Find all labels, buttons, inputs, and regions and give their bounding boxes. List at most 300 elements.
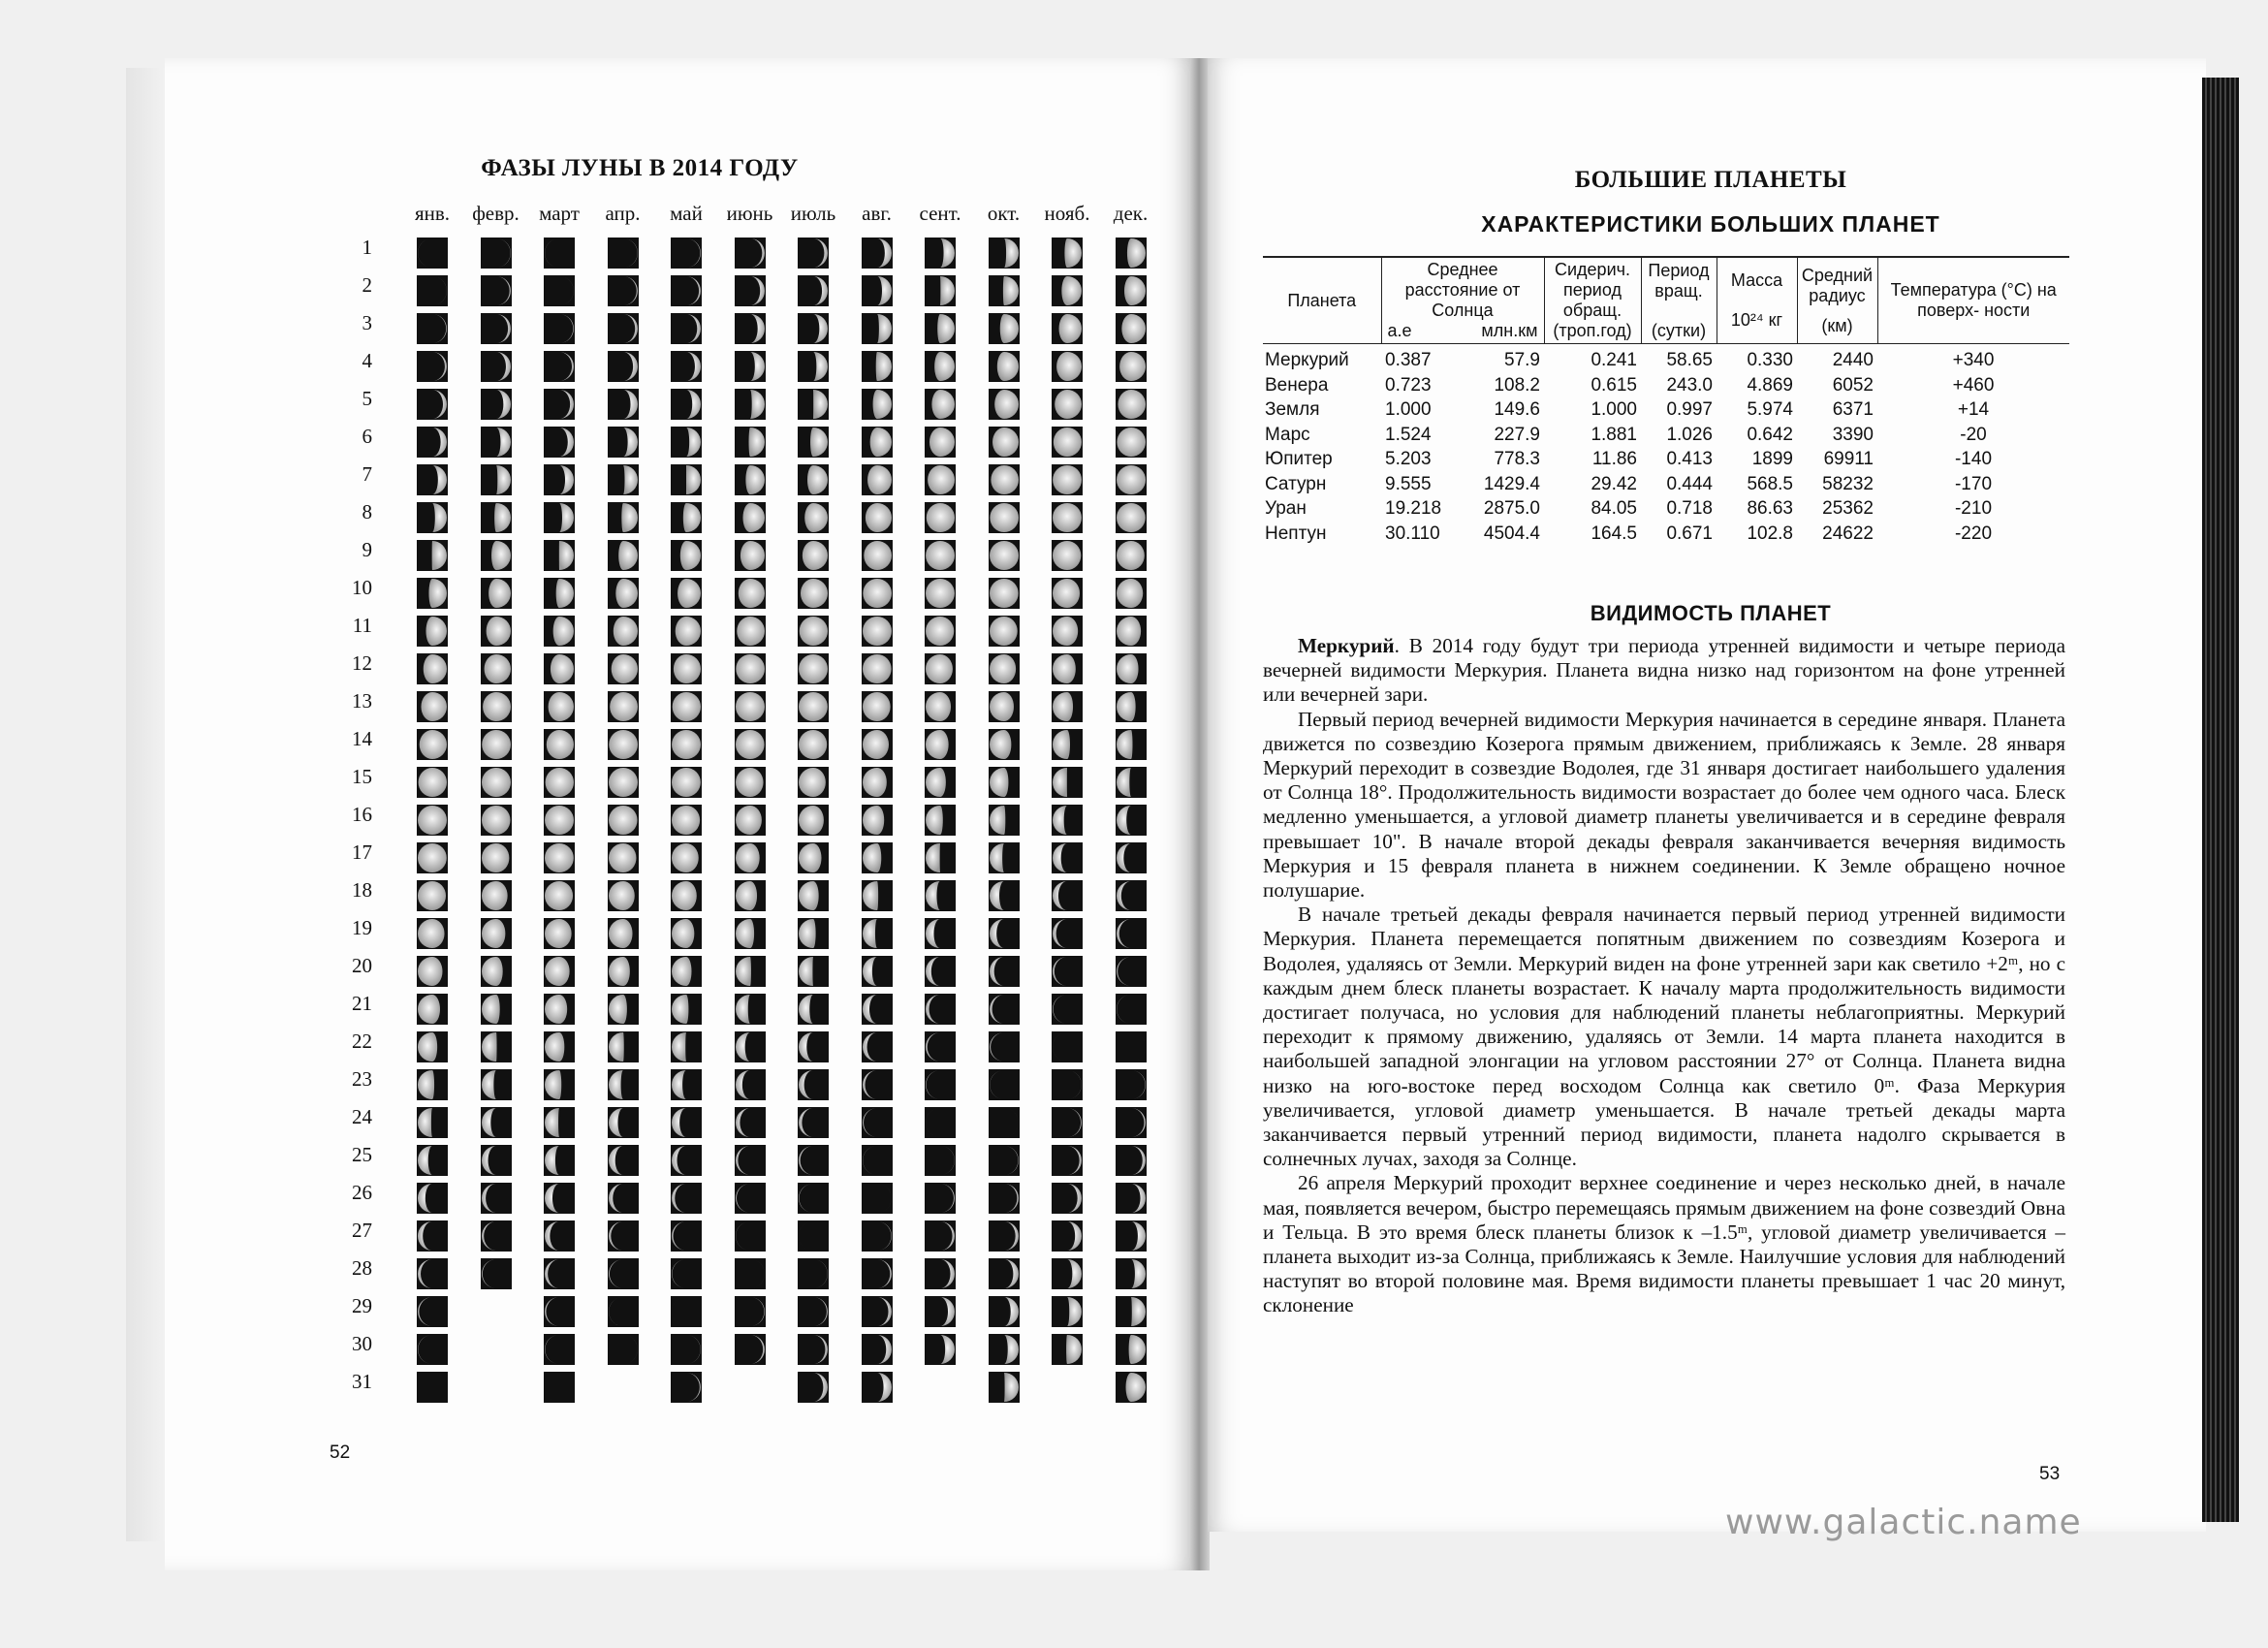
- moon-phase-cell: [989, 351, 1020, 382]
- table-row: [1263, 344, 2069, 373]
- moon-phase-cell: [544, 464, 575, 495]
- paragraph-3: В начале третьей декады февраля начинается первый период утренней видимости Меркурия. Планета перемещается попятным движением по созвездиям Козерога и Водолея, удаляясь от Земли. Меркурий виден на фоне утренней зари как светило +2ᵐ, но с каждым днем блеск планеты возрастает. К началу марта продолжительность видимости достигает получаса, но условия для наблюдений планеты неблагоприятны. Меркурий переходит к прямому движению, удаляясь от Земли. 14 марта планета находится в наибольшей западной элонгации на угловом расстоянии 27° от Солнца. Планета видна низко на юго-востоке перед восходом Солнца как светило 0ᵐ. Фаза Меркурия увеличивается, угловой диаметр уменьшается. В начале третьей декады марта заканчивается первый утренний период видимости, планета надолго скрывается в солнечных лучах, заходя за Солнце.: [1263, 903, 2065, 1171]
- rotation-period: 243.0: [1666, 374, 1713, 396]
- moon-phase-cell: [862, 880, 893, 911]
- moon-phase-cell: [1116, 313, 1147, 344]
- moon-phase-cell: [671, 389, 702, 420]
- planet-name: Нептун: [1265, 523, 1327, 544]
- moon-phase-cell: [798, 767, 829, 798]
- sidereal-period: 164.5: [1591, 523, 1637, 544]
- table-cell: [1381, 447, 1544, 472]
- moon-phase-cell: [1052, 842, 1083, 873]
- moon-phase-cell: [989, 1107, 1020, 1138]
- moon-phase-cell: [671, 578, 702, 609]
- moon-phase-cell: [481, 427, 512, 458]
- header-rotation-label: Период вращ.: [1648, 260, 1710, 301]
- moon-phase-cell: [862, 1334, 893, 1365]
- moon-phase-cell: [544, 1031, 575, 1062]
- distance-au: 19.218: [1385, 498, 1442, 519]
- moon-phase-cell: [798, 1258, 829, 1289]
- moon-phase-cell: [862, 578, 893, 609]
- moon-phase-cell: [798, 464, 829, 495]
- moon-phase-cell: [862, 767, 893, 798]
- moon-phase-cell: [735, 578, 766, 609]
- moon-phase-cell: [417, 1031, 448, 1062]
- moon-phase-cell: [798, 540, 829, 571]
- table-cell: [1263, 522, 1381, 547]
- moon-phase-cell: [735, 1145, 766, 1176]
- moon-phase-cell: [608, 1296, 639, 1327]
- moon-phase-cell: [608, 994, 639, 1025]
- moon-phase-cell: [798, 427, 829, 458]
- moon-phase-cell: [925, 805, 956, 836]
- moon-phase-cell: [735, 616, 766, 647]
- moon-phase-cell: [735, 389, 766, 420]
- header-radius: [1797, 257, 1877, 344]
- moon-phase-cell: [862, 691, 893, 722]
- moon-phase-cell: [417, 1145, 448, 1176]
- moon-phase-cell: [481, 956, 512, 987]
- moon-phase-cell: [417, 1296, 448, 1327]
- distance-au: 30.110: [1385, 523, 1440, 544]
- moon-phase-cell: [862, 994, 893, 1025]
- moon-phase-cell: [925, 1069, 956, 1100]
- day-number: 15: [352, 765, 372, 788]
- moon-phase-cell: [862, 540, 893, 571]
- moon-phase-cell: [417, 502, 448, 533]
- moon-phase-cell: [417, 313, 448, 344]
- month-label: май: [670, 202, 703, 225]
- moon-phase-cell: [989, 729, 1020, 760]
- planet-name: Юпитер: [1265, 449, 1333, 469]
- table-cell: [1877, 447, 2069, 472]
- moon-phase-cell: [481, 275, 512, 306]
- moon-phase-cell: [989, 616, 1020, 647]
- planet-characteristics-table: [1263, 256, 2069, 546]
- planet-table-body: [1263, 344, 2069, 547]
- moon-phase-grid: [0, 0, 1192, 1454]
- moon-phase-cell: [798, 956, 829, 987]
- paragraph-2: Первый период вечерней видимости Меркурия начинается в середине января. Планета движется по созвездию Козерога прямым движением, приближаясь к Земле. 28 января Меркурий переходит в созвездие Водолея, где 31 января достигает наибольшего удаления от Солнца 18°. Продолжительность видимости возрастает до более чем одного часа. Блеск медленно уменьшается, а угловой диаметр планеты увеличивается и в середине февраля превышает 10". В начале второй декады февраля заканчивается вечерняя видимость Меркурия и 15 февраля планета в нижнем соединении. К Земле обращено ночное полушарие.: [1263, 707, 2065, 903]
- day-number: 19: [352, 916, 372, 939]
- table-cell: [1381, 423, 1544, 448]
- moon-phase-cell: [608, 805, 639, 836]
- sidereal-period: 0.615: [1591, 374, 1637, 396]
- moon-phase-cell: [735, 691, 766, 722]
- header-mass-label: Масса: [1730, 270, 1783, 290]
- temperature-value: +460: [1952, 374, 1995, 396]
- moon-phase-cell: [417, 540, 448, 571]
- moon-phase-cell: [989, 1258, 1020, 1289]
- moon-phase-cell: [1052, 918, 1083, 949]
- table-cell: [1877, 522, 2069, 547]
- moon-phase-cell: [735, 1296, 766, 1327]
- moon-phase-cell: [798, 691, 829, 722]
- distance-km: 227.9: [1494, 424, 1540, 445]
- moon-phase-cell: [1052, 767, 1083, 798]
- moon-phase-cell: [925, 1145, 956, 1176]
- table-cell: [1877, 397, 2069, 423]
- sidereal-period: 1.881: [1591, 424, 1637, 445]
- moon-phase-cell: [544, 1145, 575, 1176]
- moon-phase-cell: [481, 464, 512, 495]
- moon-phase-cell: [481, 994, 512, 1025]
- moon-phase-cell: [925, 238, 956, 269]
- moon-phase-cell: [417, 956, 448, 987]
- moon-phase-cell: [417, 1183, 448, 1214]
- visibility-title: ВИДИМОСТЬ ПЛАНЕТ: [1590, 601, 1832, 625]
- moon-phase-cell: [925, 918, 956, 949]
- moon-phase-cell: [925, 1183, 956, 1214]
- table-cell: [1717, 472, 1797, 497]
- moon-phase-cell: [925, 540, 956, 571]
- day-number: 4: [362, 349, 372, 372]
- moon-phase-cell: [481, 767, 512, 798]
- temperature-value: +340: [1952, 350, 1995, 370]
- table-cell: [1797, 447, 1877, 472]
- moon-phase-cell: [608, 956, 639, 987]
- moon-phase-cell: [798, 918, 829, 949]
- moon-phase-cell: [481, 238, 512, 269]
- moon-phase-cell: [735, 540, 766, 571]
- moon-phase-cell: [1052, 578, 1083, 609]
- moon-phase-cell: [989, 1031, 1020, 1062]
- moon-phase-cell: [798, 351, 829, 382]
- moon-phase-cell: [671, 880, 702, 911]
- moon-phase-cell: [1052, 805, 1083, 836]
- moon-phase-cell: [862, 616, 893, 647]
- month-label: янв.: [414, 202, 451, 225]
- planet-name: Уран: [1265, 498, 1307, 519]
- table-cell: [1717, 447, 1797, 472]
- moon-phase-cell: [417, 427, 448, 458]
- header-mass-unit: 10²⁴ кг: [1730, 310, 1783, 330]
- moon-phase-cell: [481, 1183, 512, 1214]
- moon-phase-cell: [1052, 1069, 1083, 1100]
- planet-name: Сатурн: [1265, 473, 1327, 494]
- sidereal-period: 29.42: [1591, 473, 1637, 494]
- day-number: 7: [362, 462, 372, 486]
- moon-phase-cell: [608, 540, 639, 571]
- moon-phase-cell: [798, 994, 829, 1025]
- table-cell: [1641, 423, 1717, 448]
- moon-phase-cell: [1052, 691, 1083, 722]
- moon-phase-cell: [925, 616, 956, 647]
- moon-phase-cell: [608, 616, 639, 647]
- table-cell: [1641, 344, 1717, 373]
- moon-phase-cell: [862, 653, 893, 684]
- moon-phase-cell: [925, 729, 956, 760]
- moon-phase-cell: [1116, 502, 1147, 533]
- header-rotation: [1641, 257, 1717, 344]
- radius-value: 25362: [1822, 498, 1874, 519]
- moon-phase-cell: [735, 1069, 766, 1100]
- moon-phase-cell: [417, 1372, 448, 1403]
- rotation-period: 1.026: [1666, 424, 1713, 445]
- moon-phase-cell: [608, 880, 639, 911]
- moon-phase-cell: [1052, 1258, 1083, 1289]
- mass-value: 1899: [1751, 449, 1793, 469]
- moon-phase-cell: [671, 918, 702, 949]
- moon-phase-cell: [798, 1145, 829, 1176]
- moon-phase-cell: [862, 1145, 893, 1176]
- header-radius-unit: (км): [1821, 315, 1853, 335]
- moon-phase-cell: [608, 1183, 639, 1214]
- moon-phase-cell: [671, 313, 702, 344]
- moon-phase-cell: [1116, 1145, 1147, 1176]
- table-cell: [1263, 472, 1381, 497]
- moon-phase-cell: [608, 1334, 639, 1365]
- paragraph-4: 26 апреля Меркурий проходит верхнее соединение и через несколько дней, в начале мая, появляется вечером, быстро перемещаясь прямым движением на фоне созвездий Овна и Тельца. В это время блеск планеты близок к –1.5ᵐ, угловой диаметр увеличивается – планета выходит из-за Солнца, приближаясь к Земле. Наилучшие условия для наблюдений наступят во второй половине мая. Время видимости планеты превышает 1 час 20 минут, склонение: [1263, 1171, 2065, 1317]
- table-cell: [1717, 423, 1797, 448]
- moon-phase-cell: [671, 842, 702, 873]
- moon-phase-cell: [671, 464, 702, 495]
- moon-phase-cell: [989, 956, 1020, 987]
- table-cell: [1641, 496, 1717, 522]
- book-spine: [1190, 58, 1210, 1570]
- planet-name: Земля: [1265, 399, 1320, 420]
- moon-phase-cell: [798, 1183, 829, 1214]
- moon-phase-cell: [481, 842, 512, 873]
- day-number: 24: [352, 1105, 372, 1128]
- moon-phase-cell: [862, 1258, 893, 1289]
- moon-phase-cell: [862, 842, 893, 873]
- moon-phase-cell: [862, 389, 893, 420]
- moon-phase-cell: [417, 1107, 448, 1138]
- paragraph-1: [1263, 634, 2065, 708]
- moon-phase-cell: [1052, 1145, 1083, 1176]
- table-cell: [1381, 472, 1544, 497]
- moon-phase-cell: [735, 1183, 766, 1214]
- moon-phase-cell: [671, 427, 702, 458]
- table-cell: [1263, 344, 1381, 373]
- moon-phase-cell: [989, 918, 1020, 949]
- moon-phase-cell: [798, 1372, 829, 1403]
- moon-phase-cell: [1116, 578, 1147, 609]
- distance-km: 57.9: [1504, 350, 1540, 370]
- table-cell: [1717, 496, 1797, 522]
- moon-phase-cell: [544, 956, 575, 987]
- moon-phase-cell: [544, 918, 575, 949]
- moon-phase-cell: [735, 880, 766, 911]
- moon-phase-cell: [1116, 351, 1147, 382]
- moon-phase-cell: [417, 275, 448, 306]
- moon-phase-cell: [989, 427, 1020, 458]
- day-number: 8: [362, 500, 372, 523]
- table-cell: [1797, 472, 1877, 497]
- moon-phase-cell: [862, 1183, 893, 1214]
- table-row: [1263, 397, 2069, 423]
- day-number: 31: [352, 1370, 372, 1393]
- table-cell: [1381, 373, 1544, 398]
- moon-phase-cell: [417, 994, 448, 1025]
- day-number: 22: [352, 1030, 372, 1053]
- moon-phase-cell: [544, 1334, 575, 1365]
- month-label: дек.: [1113, 202, 1149, 225]
- table-cell: [1641, 397, 1717, 423]
- moon-phase-cell: [989, 691, 1020, 722]
- moon-phase-cell: [798, 616, 829, 647]
- moon-phase-cell: [1052, 880, 1083, 911]
- moon-phase-cell: [735, 653, 766, 684]
- moon-phase-cell: [417, 616, 448, 647]
- moon-phase-cell: [481, 389, 512, 420]
- moon-phase-cell: [925, 389, 956, 420]
- rotation-period: 0.671: [1666, 523, 1713, 544]
- moon-phase-cell: [417, 653, 448, 684]
- moon-phase-cell: [1116, 691, 1147, 722]
- table-cell: [1797, 344, 1877, 373]
- moon-phase-cell: [417, 578, 448, 609]
- moon-phase-cell: [671, 956, 702, 987]
- radius-value: 6052: [1832, 374, 1874, 396]
- temperature-value: -170: [1954, 473, 1993, 494]
- moon-phase-cell: [1116, 1107, 1147, 1138]
- moon-phase-cell: [417, 691, 448, 722]
- moon-phase-cell: [1052, 313, 1083, 344]
- table-cell: [1544, 423, 1641, 448]
- moon-phase-cell: [417, 1069, 448, 1100]
- header-distance-label: Среднее расстояние от Солнца: [1404, 260, 1521, 320]
- moon-phase-cell: [544, 389, 575, 420]
- moon-phase-cell: [544, 1107, 575, 1138]
- mass-value: 0.642: [1747, 424, 1793, 445]
- moon-phase-cell: [481, 1107, 512, 1138]
- day-number: 23: [352, 1067, 372, 1091]
- moon-phase-cell: [608, 1145, 639, 1176]
- moon-phase-cell: [481, 653, 512, 684]
- month-label: июль: [790, 202, 836, 225]
- moon-phase-cell: [798, 842, 829, 873]
- moon-phase-cell: [798, 313, 829, 344]
- moon-phase-cell: [1052, 502, 1083, 533]
- moon-phase-cell: [925, 464, 956, 495]
- day-number: 29: [352, 1294, 372, 1317]
- unit-km: млн.км: [1481, 321, 1538, 340]
- moon-phase-cell: [735, 842, 766, 873]
- table-row: [1263, 472, 2069, 497]
- day-number: 3: [362, 311, 372, 334]
- moon-phase-cell: [1052, 351, 1083, 382]
- distance-au: 0.723: [1385, 374, 1432, 396]
- moon-phase-cell: [544, 1258, 575, 1289]
- table-cell: [1717, 373, 1797, 398]
- moon-phase-cell: [481, 1069, 512, 1100]
- day-number: 17: [352, 840, 372, 864]
- moon-phase-cell: [608, 578, 639, 609]
- table-cell: [1381, 344, 1544, 373]
- moon-phase-cell: [989, 880, 1020, 911]
- moon-phase-cell: [671, 1372, 702, 1403]
- moon-phase-cell: [925, 351, 956, 382]
- moon-phase-cell: [481, 1145, 512, 1176]
- rotation-period: 0.413: [1666, 449, 1713, 469]
- sidereal-period: 84.05: [1591, 498, 1637, 519]
- day-number: 9: [362, 538, 372, 561]
- header-mass: [1717, 257, 1797, 344]
- day-number: 20: [352, 954, 372, 977]
- moon-phase-cell: [544, 275, 575, 306]
- moon-phase-cell: [671, 1031, 702, 1062]
- moon-phase-cell: [671, 653, 702, 684]
- moon-phase-cell: [1116, 1183, 1147, 1214]
- moon-phase-cell: [1116, 729, 1147, 760]
- moon-phase-cell: [417, 464, 448, 495]
- moon-phase-cell: [671, 729, 702, 760]
- distance-km: 4504.4: [1483, 523, 1540, 544]
- moon-phase-cell: [989, 767, 1020, 798]
- distance-au: 5.203: [1385, 449, 1432, 469]
- moon-phase-cell: [608, 275, 639, 306]
- moon-phase-cell: [1052, 238, 1083, 269]
- moon-phase-cell: [481, 1258, 512, 1289]
- moon-phase-cell: [1052, 1183, 1083, 1214]
- moon-phase-cell: [925, 1334, 956, 1365]
- table-cell: [1381, 397, 1544, 423]
- moon-phase-cell: [608, 653, 639, 684]
- moon-phase-cell: [989, 389, 1020, 420]
- moon-phase-cell: [544, 427, 575, 458]
- moon-phase-cell: [608, 389, 639, 420]
- moon-phase-cell: [1116, 1372, 1147, 1403]
- mass-value: 102.8: [1747, 523, 1793, 544]
- day-number: 28: [352, 1256, 372, 1280]
- moon-phase-cell: [862, 1107, 893, 1138]
- moon-phase-cell: [1116, 464, 1147, 495]
- moon-phase-cell: [671, 1220, 702, 1252]
- table-cell: [1717, 522, 1797, 547]
- sidereal-period: 0.241: [1591, 350, 1637, 370]
- rotation-period: 0.444: [1666, 473, 1713, 494]
- moon-phase-cell: [862, 427, 893, 458]
- moon-phase-cell: [608, 1258, 639, 1289]
- moon-phase-cell: [862, 729, 893, 760]
- table-cell: [1544, 344, 1641, 373]
- moon-phase-cell: [1116, 842, 1147, 873]
- moon-phase-cell: [544, 616, 575, 647]
- moon-phase-cell: [1052, 1031, 1083, 1062]
- moon-phase-cell: [735, 1107, 766, 1138]
- moon-phase-cell: [989, 502, 1020, 533]
- moon-phase-cell: [989, 1220, 1020, 1252]
- rotation-period: 0.997: [1666, 399, 1713, 420]
- moon-phase-cell: [1052, 1334, 1083, 1365]
- moon-phase-cell: [1116, 1258, 1147, 1289]
- moon-phase-cell: [671, 616, 702, 647]
- header-distance: [1381, 257, 1544, 344]
- table-row: [1263, 373, 2069, 398]
- temperature-value: -140: [1954, 449, 1993, 469]
- moon-phase-cell: [798, 1107, 829, 1138]
- table-cell: [1797, 397, 1877, 423]
- moon-phase-cell: [1116, 994, 1147, 1025]
- moon-phase-cell: [862, 918, 893, 949]
- moon-phase-cell: [671, 1296, 702, 1327]
- moon-phase-cell: [925, 956, 956, 987]
- moon-phase-cell: [735, 351, 766, 382]
- table-cell: [1641, 472, 1717, 497]
- table-row: [1263, 423, 2069, 448]
- moon-phase-cell: [608, 1107, 639, 1138]
- moon-phase-cell: [989, 1145, 1020, 1176]
- moon-phase-cell: [1052, 1220, 1083, 1252]
- distance-km: 149.6: [1494, 399, 1540, 420]
- moon-phase-cell: [481, 691, 512, 722]
- table-cell: [1544, 397, 1641, 423]
- table-cell: [1797, 373, 1877, 398]
- moon-phase-cell: [862, 351, 893, 382]
- moon-phase-cell: [1052, 275, 1083, 306]
